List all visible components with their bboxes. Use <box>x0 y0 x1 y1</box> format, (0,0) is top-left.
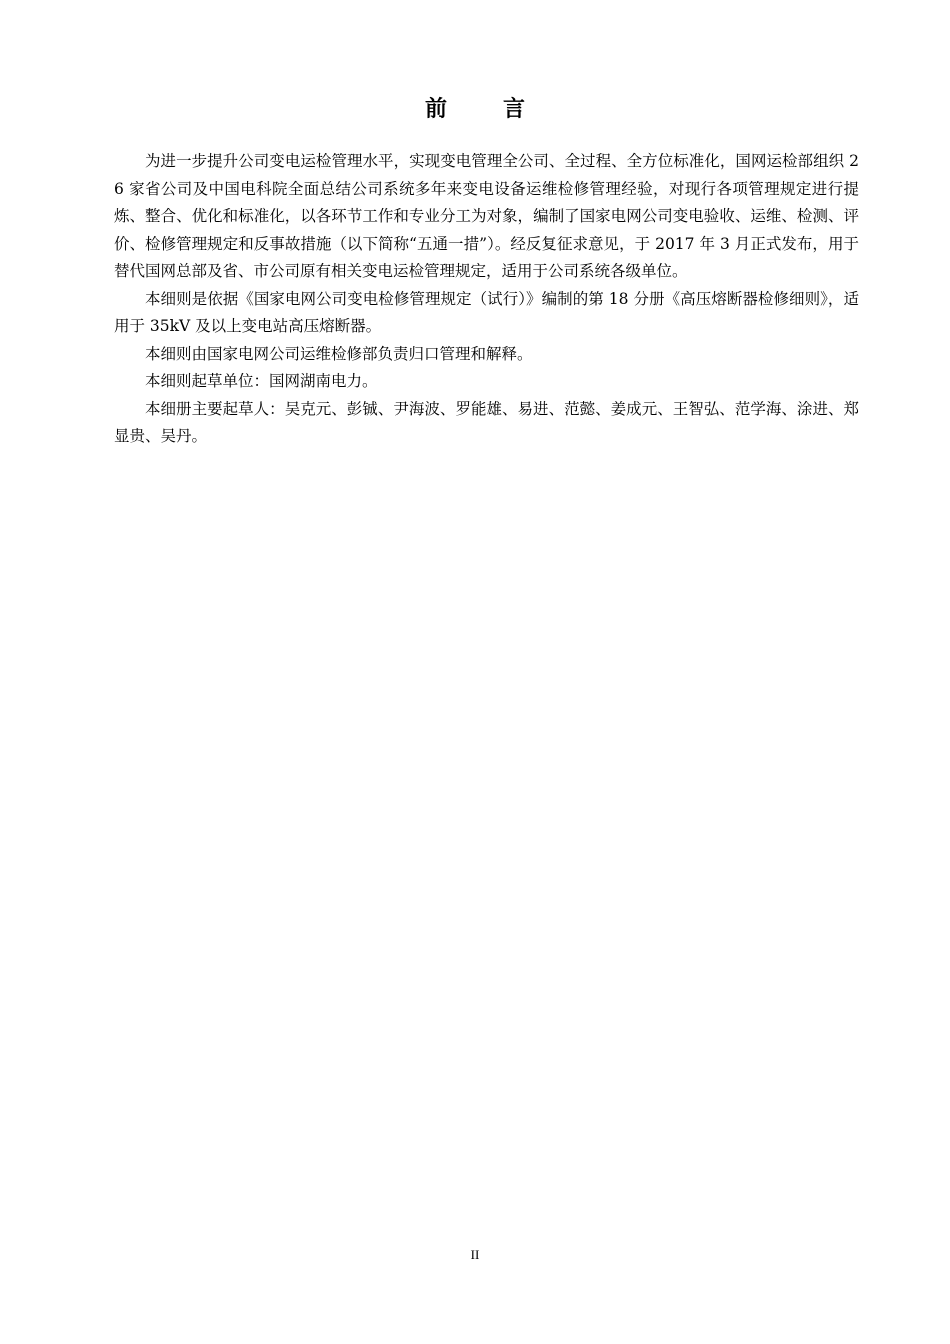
page-title: 前言 <box>424 97 581 122</box>
paragraph-drafting-unit: 本细则起草单位：国网湖南电力。 <box>145 372 378 390</box>
paragraph-background: 为进一步提升公司变电运检管理水平，实现变电管理全公司、全过程、全方位标准化，国网运检部组织 26 家省公司及中国电科院全面总结公司系统多年来变电设备运维检修管理经验，对现行各项管理规定进行提炼、整合、优化和标准化，以各环节工作和专业分工为对象，编制了国家电网公司变电验收、运维、检测、评价、检修管理规定和反事故措施（以下简称“五通一措”）。经反复征求意见，于 2017 年 3 月正式发布，用于替代国网总部及省、市公司原有相关变电运检管理规定，适用于公司系统各级单位。 <box>114 152 859 280</box>
paragraph-basis: 本细则是依据《国家电网公司变电检修管理规定（试行）》编制的第 18 分册《高压熔断器检修细则》，适用于 35kV 及以上变电站高压熔断器。 <box>114 289 859 335</box>
paragraph-management: 本细则由国家电网公司运维检修部负责归口管理和解释。 <box>145 344 533 363</box>
preface-body <box>114 148 859 451</box>
page-number: II <box>470 1247 480 1262</box>
paragraph-drafters: 本细册主要起草人：吴克元、彭铖、尹海波、罗能雄、易进、范懿、姜成元、王智弘、范学海、涂进、郑显贵、吴丹。 <box>114 399 859 445</box>
